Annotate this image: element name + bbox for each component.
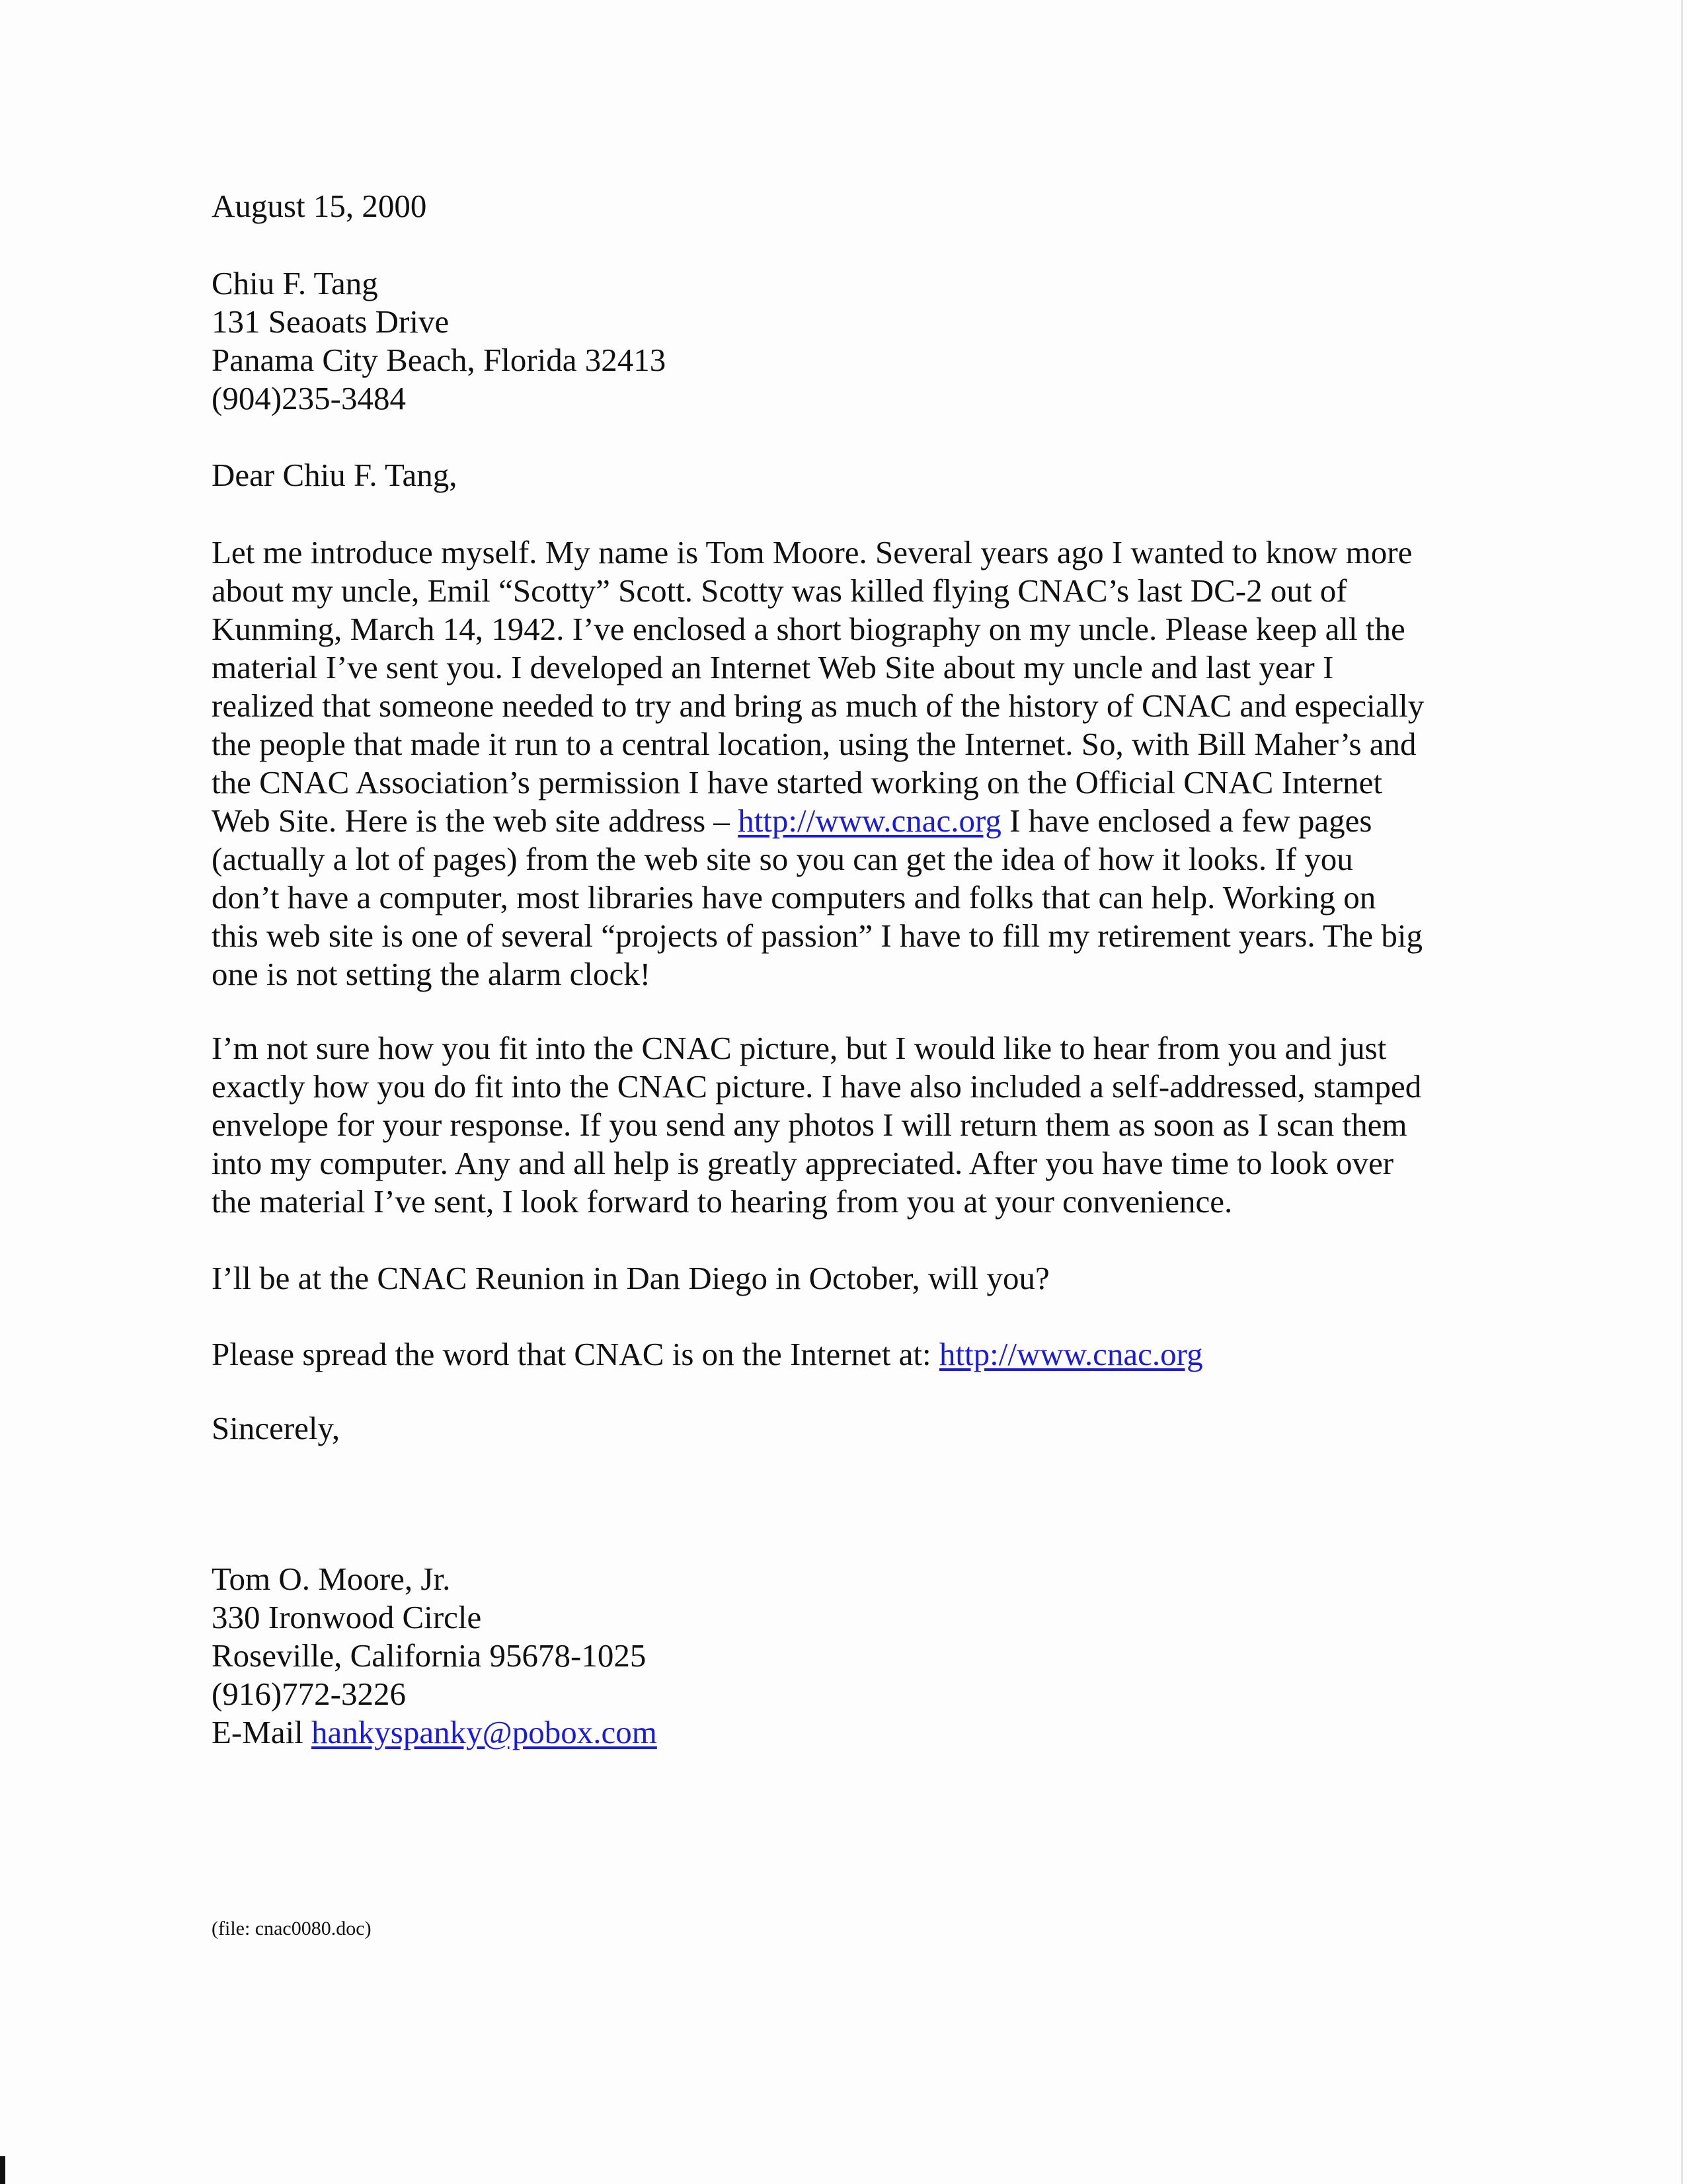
recipient-address (212, 264, 666, 418)
website-link[interactable]: http://www.cnac.org (738, 802, 1001, 839)
para1-line: one is not setting the alarm clock! (212, 956, 651, 992)
recipient-street: 131 Seaoats Drive (212, 303, 450, 340)
para1-line: about my uncle, Emil “Scotty” Scott. Scotty was killed flying CNAC’s last DC-2 out of (212, 572, 1347, 609)
salutation (212, 456, 457, 494)
closing-text: Sincerely, (212, 1410, 340, 1446)
para1-line: realized that someone needed to try and bring as much of the history of CNAC and especially (212, 687, 1425, 724)
para2-line: exactly how you do fit into the CNAC picture. I have also included a self-addressed, stamped (212, 1068, 1422, 1105)
sender-name: Tom O. Moore, Jr. (212, 1561, 451, 1597)
para4-text: Please spread the word that CNAC is on the Internet at: (212, 1336, 939, 1372)
file-reference: (file: cnac0080.doc) (212, 1918, 372, 1939)
para1-line: don’t have a computer, most libraries have computers and folks that can help. Working on (212, 879, 1376, 916)
para2-line: the material I’ve sent, I look forward to hearing from you at your convenience. (212, 1183, 1233, 1220)
para2-line: envelope for your response. If you send any photos I will return them as soon as I scan them (212, 1107, 1407, 1143)
sender-phone: (916)772-3226 (212, 1676, 406, 1712)
date-text: August 15, 2000 (212, 188, 427, 224)
paragraph-reunion (212, 1259, 1050, 1298)
para1-line8-post: I have enclosed a few pages (1001, 802, 1372, 839)
para1-line8-pre: Web Site. Here is the web site address – (212, 802, 738, 839)
para2-line: I’m not sure how you fit into the CNAC picture, but I would like to hear from you and just (212, 1030, 1387, 1066)
para1-line: Kunming, March 14, 1942. I’ve enclosed a short biography on my uncle. Please keep all the (212, 611, 1405, 647)
scan-edge (1681, 0, 1683, 2184)
scan-mark (0, 2156, 5, 2184)
website-link[interactable]: http://www.cnac.org (939, 1336, 1203, 1372)
paragraph-request (212, 1029, 1421, 1221)
closing (212, 1409, 340, 1448)
email-label: E-Mail (212, 1714, 312, 1750)
letter-date (212, 187, 426, 225)
para2-line: into my computer. Any and all help is greatly appreciated. After you have time to look over (212, 1145, 1394, 1181)
para1-line: this web site is one of several “projects of passion” I have to fill my retirement years. The big (212, 917, 1423, 954)
sender-address (212, 1560, 657, 1752)
para1-line: the people that made it run to a central location, using the Internet. So, with Bill Maher’s and (212, 726, 1417, 762)
recipient-phone: (904)235-3484 (212, 380, 406, 416)
para1-line-with-link (212, 802, 1424, 840)
sender-city: Roseville, California 95678-1025 (212, 1637, 647, 1674)
paragraph-spread-word (212, 1335, 1203, 1374)
para4-line (212, 1335, 1203, 1374)
sender-email-line (212, 1713, 657, 1752)
para1-line: Let me introduce myself. My name is Tom Moore. Several years ago I wanted to know more (212, 534, 1413, 570)
paragraph-introduction (212, 533, 1424, 994)
para1-line: (actually a lot of pages) from the web site so you can get the idea of how it looks. If you (212, 841, 1353, 877)
recipient-city: Panama City Beach, Florida 32413 (212, 342, 666, 378)
para3-text: I’ll be at the CNAC Reunion in Dan Diego in October, will you? (212, 1260, 1050, 1296)
para1-line: the CNAC Association’s permission I have started working on the Official CNAC Internet (212, 764, 1382, 800)
salutation-text: Dear Chiu F. Tang, (212, 457, 457, 493)
recipient-name: Chiu F. Tang (212, 265, 378, 301)
sender-street: 330 Ironwood Circle (212, 1599, 482, 1635)
email-link[interactable]: hankyspanky@pobox.com (311, 1714, 657, 1750)
para1-line: material I’ve sent you. I developed an Internet Web Site about my uncle and last year I (212, 649, 1334, 685)
